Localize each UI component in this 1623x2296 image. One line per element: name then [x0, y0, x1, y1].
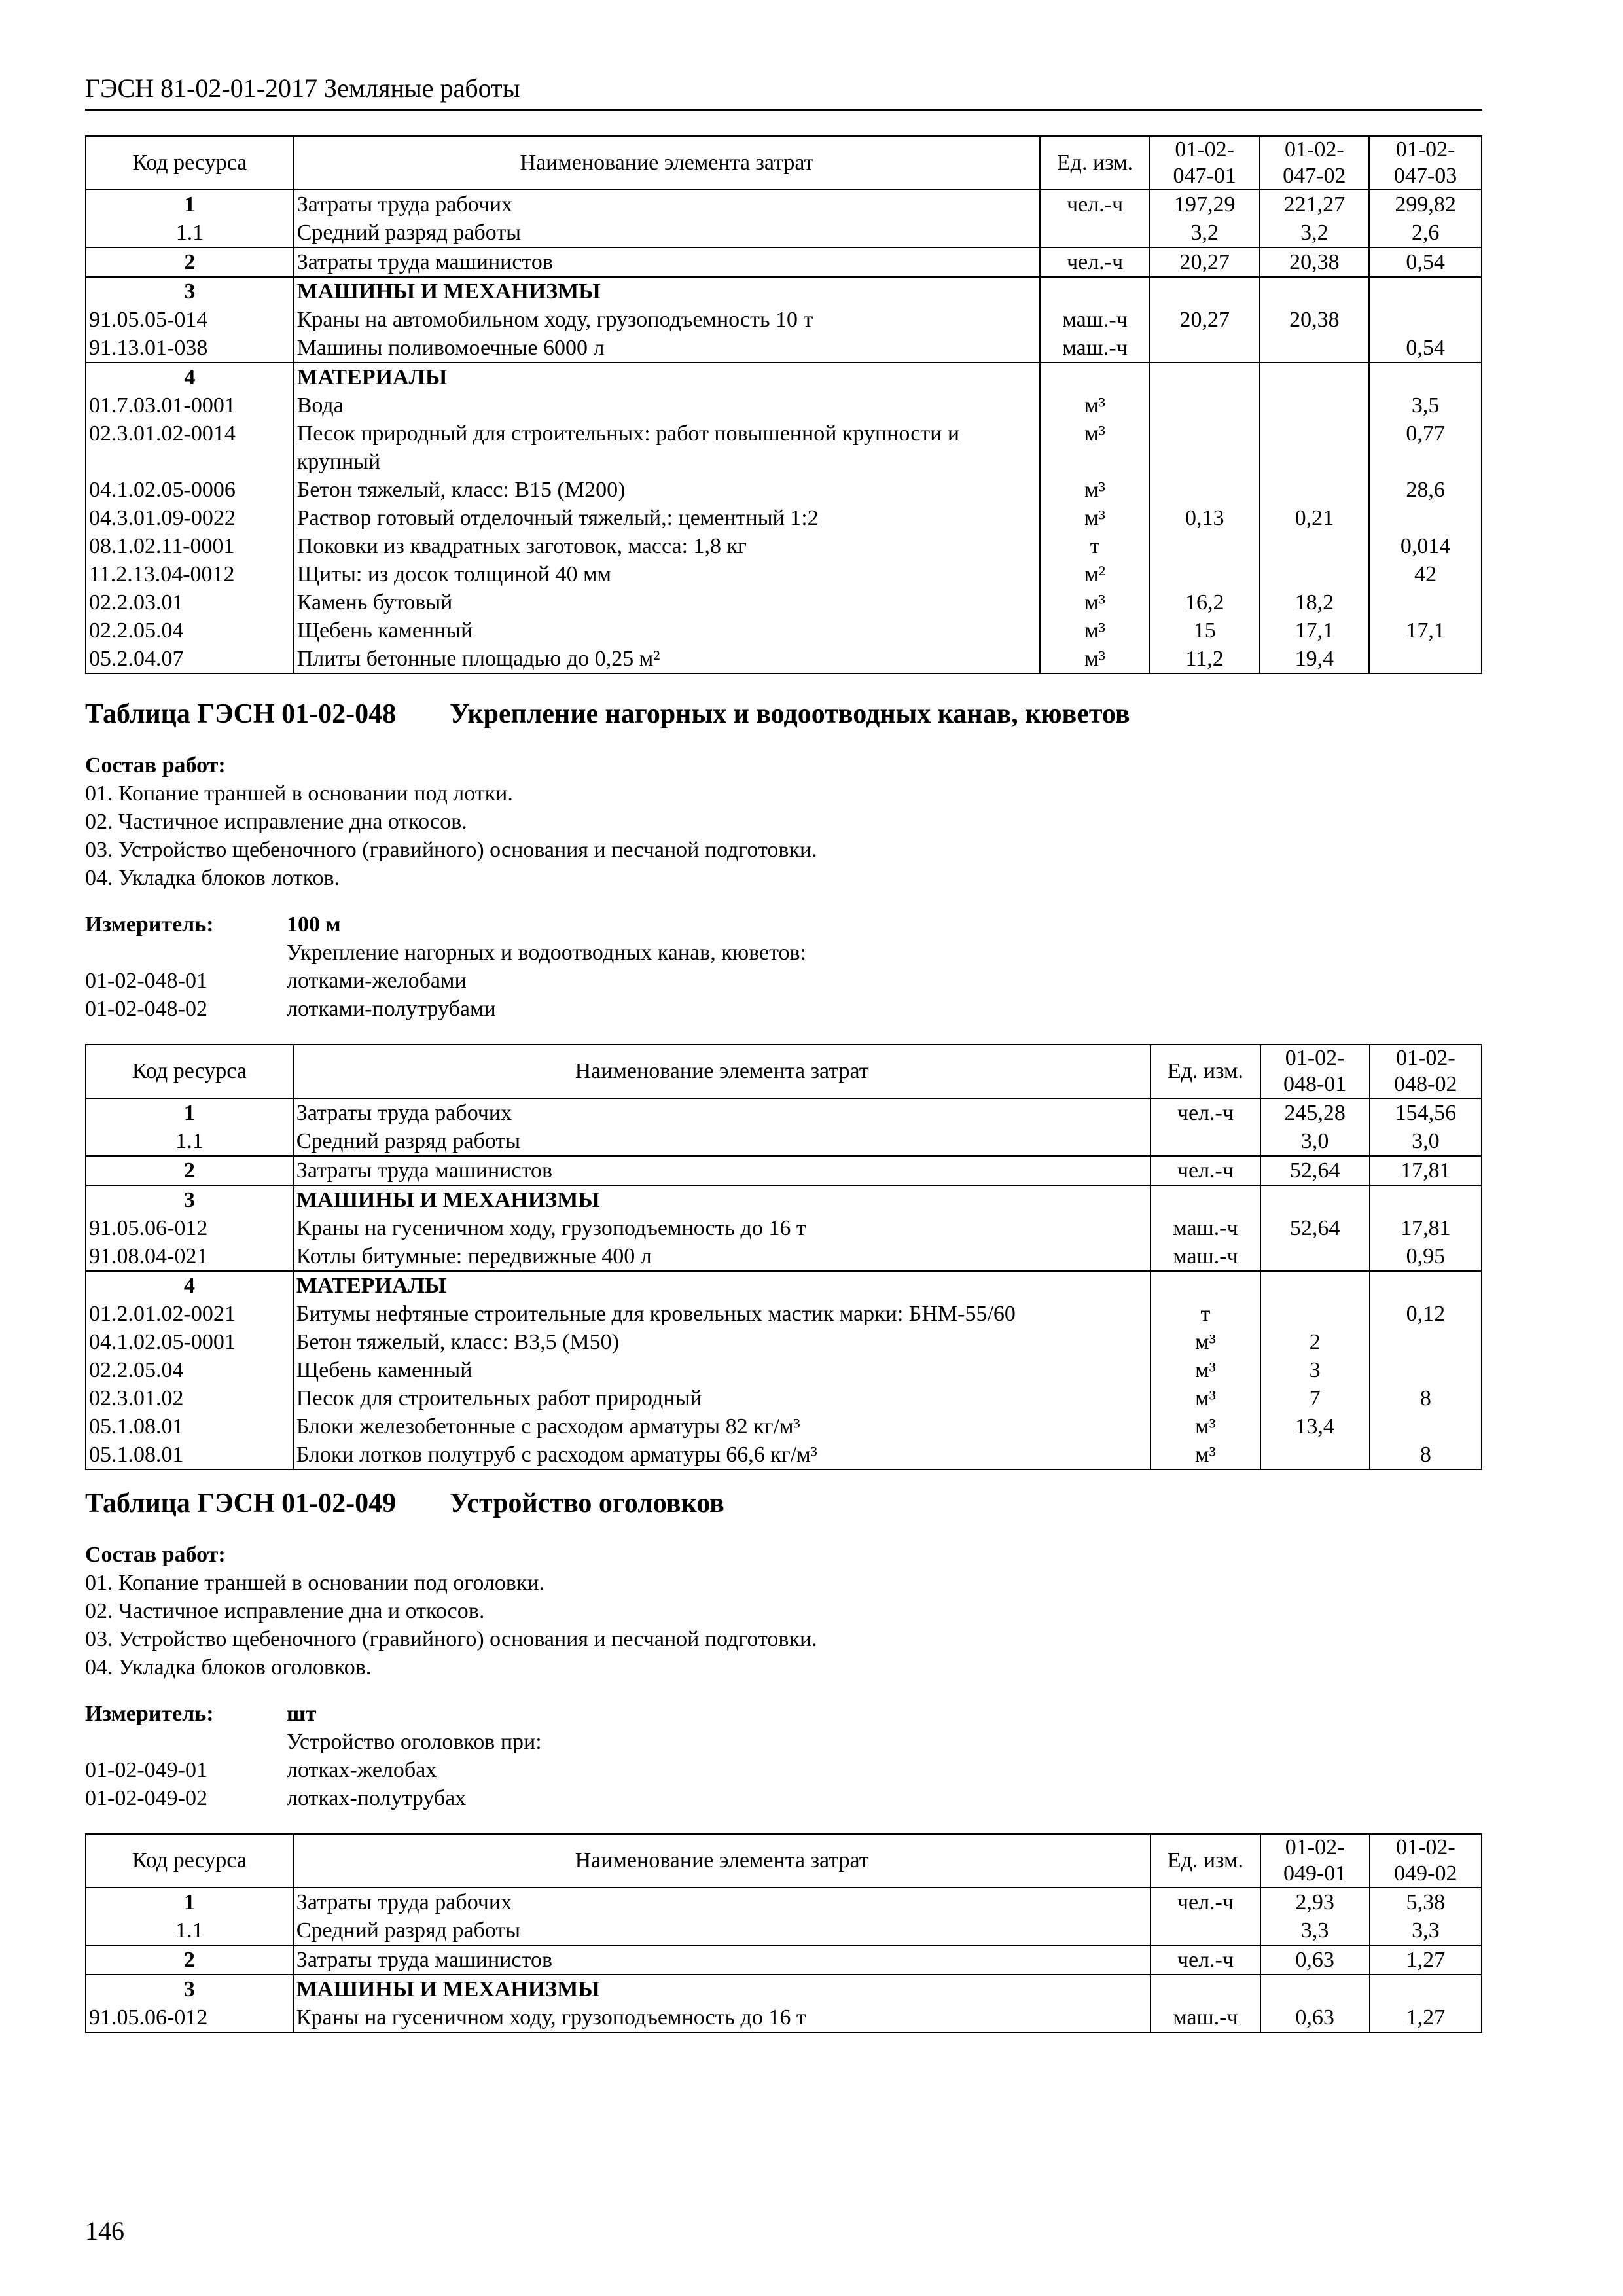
- cell-value-1: 2,93: [1260, 1888, 1370, 1916]
- cell-value-2: 3,2: [1260, 219, 1370, 247]
- page-number: 146: [85, 2216, 124, 2246]
- table-row: [86, 1328, 1482, 1356]
- col-header-resource-2: 01-02- 049-02: [1370, 1834, 1482, 1888]
- cell-value-3: [1369, 588, 1482, 617]
- cell-code: 01.2.01.02-0021: [86, 1300, 293, 1328]
- table-row: [86, 588, 1482, 617]
- cell-value-3: [1369, 306, 1482, 334]
- cell-name: Блоки железобетонные с расходом арматуры 82 кг/м³: [293, 1412, 1151, 1441]
- cell-unit: чел.-ч: [1040, 247, 1150, 277]
- cell-code: 1.1: [86, 219, 294, 247]
- table-047: [85, 135, 1482, 674]
- cell-value-2: 8: [1370, 1441, 1482, 1469]
- cell-code: 02.3.01.02-0014: [86, 420, 294, 476]
- cell-unit: м³: [1040, 420, 1150, 476]
- work-step: 01. Копание траншей в основании под оголовки.: [85, 1571, 545, 1595]
- measure-item-code: 01-02-049-01: [85, 1758, 207, 1782]
- cell-name: МАШИНЫ И МЕХАНИЗМЫ: [294, 277, 1040, 306]
- cell-unit: м³: [1150, 1384, 1260, 1412]
- cell-value-2: 0,95: [1370, 1242, 1482, 1271]
- table-row: [86, 420, 1482, 476]
- cell-value-1: 20,27: [1150, 306, 1260, 334]
- cell-value-1: 0,63: [1260, 1945, 1370, 1975]
- cell-unit: м³: [1150, 1412, 1260, 1441]
- cell-value-2: 20,38: [1260, 247, 1370, 277]
- table-row: [86, 560, 1482, 588]
- cell-value-2: [1260, 476, 1370, 504]
- cell-unit: [1150, 1127, 1260, 1156]
- table-title-048: Таблица ГЭСН 01-02-048 Укрепление нагорных и водоотводных канав, кюветов: [85, 699, 1130, 729]
- table-row: [86, 1242, 1482, 1271]
- cell-code: 02.2.03.01: [86, 588, 294, 617]
- cell-name: МАТЕРИАЛЫ: [293, 1271, 1151, 1300]
- cell-name: Песок для строительных работ природный: [293, 1384, 1151, 1412]
- cell-code: 2: [86, 247, 294, 277]
- cell-unit: чел.-ч: [1150, 1156, 1260, 1185]
- measure-item: [85, 995, 1482, 1023]
- col-header-unit: Ед. изм.: [1150, 1045, 1260, 1098]
- cell-value-1: 0,13: [1150, 504, 1260, 532]
- measure-item-code: 01-02-048-01: [85, 969, 207, 993]
- cell-name: Щебень каменный: [294, 617, 1040, 645]
- cell-name: МАШИНЫ И МЕХАНИЗМЫ: [293, 1185, 1151, 1214]
- table-row: [86, 617, 1482, 645]
- table-row: [86, 1412, 1482, 1441]
- cell-name: Затраты труда машинистов: [293, 1156, 1151, 1185]
- cell-unit: маш.-ч: [1150, 1214, 1260, 1242]
- cell-name: Котлы битумные: передвижные 400 л: [293, 1242, 1151, 1271]
- cell-value-1: 245,28: [1260, 1098, 1370, 1127]
- cell-value-1: 3: [1260, 1356, 1370, 1384]
- table-row: [86, 1271, 1482, 1300]
- cell-unit: маш.-ч: [1150, 2003, 1260, 2032]
- cell-value-3: [1369, 504, 1482, 532]
- cell-value-2: [1260, 363, 1370, 391]
- table-row: [86, 1156, 1482, 1185]
- cell-value-1: [1260, 1975, 1370, 2003]
- cell-name: Затраты труда машинистов: [293, 1945, 1151, 1975]
- cell-code: 02.2.05.04: [86, 617, 294, 645]
- cell-value-1: [1150, 363, 1260, 391]
- cell-value-1: 52,64: [1260, 1214, 1370, 1242]
- cell-value-3: 28,6: [1369, 476, 1482, 504]
- cell-value-2: 17,81: [1370, 1214, 1482, 1242]
- col-header-code: Код ресурса: [86, 1045, 293, 1098]
- cell-value-1: [1260, 1300, 1370, 1328]
- cell-value-3: 299,82: [1369, 190, 1482, 219]
- table-row: [86, 247, 1482, 277]
- table-row: [86, 504, 1482, 532]
- work-composition-049: Состав работ: 01. Копание траншей в основании под оголовки. 02. Частичное исправление дна и откосов. 03. Устройство щебеночного (гравийного) основания и песчаной подготовки. 04. Укладка блоков оголовков.: [85, 1541, 1482, 1681]
- col-header-resource-1: 01-02- 048-01: [1260, 1045, 1370, 1098]
- col-header-unit: Ед. изм.: [1150, 1834, 1260, 1888]
- table-row: [86, 532, 1482, 560]
- cell-name: Щиты: из досок толщиной 40 мм: [294, 560, 1040, 588]
- cell-name: Средний разряд работы: [293, 1127, 1151, 1156]
- cell-unit: [1150, 1916, 1260, 1945]
- col-header-resource-2: 01-02- 047-02: [1260, 136, 1370, 190]
- table-048: [85, 1044, 1482, 1470]
- cell-value-3: 42: [1369, 560, 1482, 588]
- cell-name: Бетон тяжелый, класс: В3,5 (М50): [293, 1328, 1151, 1356]
- cell-value-2: [1370, 1185, 1482, 1214]
- cell-value-1: 11,2: [1150, 645, 1260, 673]
- cell-unit: [1040, 363, 1150, 391]
- cell-code: 91.05.06-012: [86, 1214, 293, 1242]
- cell-unit: [1150, 1271, 1260, 1300]
- col-header-unit: Ед. изм.: [1040, 136, 1150, 190]
- table-row: [86, 1916, 1482, 1945]
- table-row: [86, 1356, 1482, 1384]
- cell-code: 91.05.05-014: [86, 306, 294, 334]
- cell-value-2: 221,27: [1260, 190, 1370, 219]
- cell-code: 3: [86, 1185, 293, 1214]
- cell-code: 04.3.01.09-0022: [86, 504, 294, 532]
- table-row: [86, 219, 1482, 247]
- work-step: 02. Частичное исправление дна откосов.: [85, 810, 467, 834]
- cell-value-1: [1150, 420, 1260, 476]
- cell-code: 05.2.04.07: [86, 645, 294, 673]
- table-title-049: Таблица ГЭСН 01-02-049 Устройство оголовков: [85, 1488, 724, 1518]
- cell-code: 2: [86, 1945, 293, 1975]
- cell-value-2: 0,21: [1260, 504, 1370, 532]
- cell-code: 01.7.03.01-0001: [86, 391, 294, 420]
- cell-name: Плиты бетонные площадью до 0,25 м²: [294, 645, 1040, 673]
- cell-code: 05.1.08.01: [86, 1412, 293, 1441]
- table-row: [86, 391, 1482, 420]
- cell-unit: [1150, 1185, 1260, 1214]
- table-row: [86, 1185, 1482, 1214]
- cell-code: 02.3.01.02: [86, 1384, 293, 1412]
- cell-unit: маш.-ч: [1040, 334, 1150, 363]
- page-header: ГЭСН 81-02-01-2017 Земляные работы: [85, 72, 1482, 111]
- cell-value-2: [1370, 1271, 1482, 1300]
- cell-unit: маш.-ч: [1040, 306, 1150, 334]
- table-row: [86, 1214, 1482, 1242]
- cell-value-2: [1370, 1328, 1482, 1356]
- cell-value-1: [1260, 1271, 1370, 1300]
- cell-value-1: 197,29: [1150, 190, 1260, 219]
- cell-value-1: 0,63: [1260, 2003, 1370, 2032]
- measure-item-label: лотками-желобами: [287, 969, 467, 993]
- cell-code: 04.1.02.05-0001: [86, 1328, 293, 1356]
- cell-code: 4: [86, 363, 294, 391]
- measure-item: [85, 1756, 1482, 1784]
- cell-name: Щебень каменный: [293, 1356, 1151, 1384]
- cell-name: Затраты труда рабочих: [294, 190, 1040, 219]
- cell-name: Краны на автомобильном ходу, грузоподъемность 10 т: [294, 306, 1040, 334]
- cell-value-2: [1370, 1412, 1482, 1441]
- cell-code: 91.08.04-021: [86, 1242, 293, 1271]
- col-header-resource-2: 01-02- 048-02: [1370, 1045, 1482, 1098]
- table-row: [86, 1888, 1482, 1916]
- cell-value-1: 7: [1260, 1384, 1370, 1412]
- cell-name: Блоки лотков полутруб с расходом арматуры 66,6 кг/м³: [293, 1441, 1151, 1469]
- col-header-resource-1: 01-02- 047-01: [1150, 136, 1260, 190]
- table-row: [86, 1384, 1482, 1412]
- table-row: [86, 1300, 1482, 1328]
- work-step: 03. Устройство щебеночного (гравийного) основания и песчаной подготовки.: [85, 838, 817, 862]
- cell-value-3: 0,54: [1369, 247, 1482, 277]
- cell-name: Поковки из квадратных заготовок, масса: 1,8 кг: [294, 532, 1040, 560]
- cell-value-1: 3,3: [1260, 1916, 1370, 1945]
- col-header-code: Код ресурса: [86, 136, 294, 190]
- table-header-row: [86, 1045, 1482, 1098]
- cell-value-2: [1370, 1975, 1482, 2003]
- work-step: 02. Частичное исправление дна и откосов.: [85, 1599, 485, 1623]
- cell-name: Краны на гусеничном ходу, грузоподъемность до 16 т: [293, 2003, 1151, 2032]
- cell-value-1: [1150, 560, 1260, 588]
- cell-value-1: 20,27: [1150, 247, 1260, 277]
- cell-code: 1.1: [86, 1916, 293, 1945]
- work-step: 04. Укладка блоков лотков.: [85, 866, 340, 890]
- cell-value-2: 1,27: [1370, 2003, 1482, 2032]
- measure-item-code: 01-02-048-02: [85, 997, 207, 1021]
- cell-code: 1: [86, 1888, 293, 1916]
- cell-value-3: 0,54: [1369, 334, 1482, 363]
- cell-value-3: 2,6: [1369, 219, 1482, 247]
- measure-item-code: 01-02-049-02: [85, 1786, 207, 1810]
- cell-code: 1.1: [86, 1127, 293, 1156]
- cell-value-2: 19,4: [1260, 645, 1370, 673]
- table-row: [86, 1098, 1482, 1127]
- table-row: [86, 277, 1482, 306]
- cell-name: Битумы нефтяные строительные для кровельных мастик марки: БНМ-55/60: [293, 1300, 1151, 1328]
- cell-unit: [1150, 1975, 1260, 2003]
- table-row: [86, 1441, 1482, 1469]
- cell-value-2: 3,0: [1370, 1127, 1482, 1156]
- cell-code: 91.05.06-012: [86, 2003, 293, 2032]
- cell-code: 2: [86, 1156, 293, 1185]
- cell-name: Средний разряд работы: [293, 1916, 1151, 1945]
- cell-name: Песок природный для строительных: работ повышенной крупности и крупный: [294, 420, 1040, 476]
- cell-name: Затраты труда машинистов: [294, 247, 1040, 277]
- cell-unit: м³: [1150, 1356, 1260, 1384]
- cell-value-3: 0,014: [1369, 532, 1482, 560]
- cell-unit: чел.-ч: [1040, 190, 1150, 219]
- cell-value-2: 20,38: [1260, 306, 1370, 334]
- cell-value-1: 13,4: [1260, 1412, 1370, 1441]
- cell-value-2: [1260, 532, 1370, 560]
- table-row: [86, 645, 1482, 673]
- measure-item: [85, 967, 1482, 995]
- cell-value-2: [1260, 277, 1370, 306]
- cell-unit: м³: [1040, 504, 1150, 532]
- cell-value-2: 5,38: [1370, 1888, 1482, 1916]
- measure-block-049: Измеритель: шт Устройство оголовков при: 01-02-049-01 лотках-желобах 01-02-049-02 лотках-полутрубах: [85, 1700, 1482, 1812]
- cell-unit: [1040, 277, 1150, 306]
- cell-value-1: [1150, 334, 1260, 363]
- cell-unit: м³: [1040, 476, 1150, 504]
- table-row: [86, 476, 1482, 504]
- cell-unit: чел.-ч: [1150, 1098, 1260, 1127]
- cell-unit: м²: [1040, 560, 1150, 588]
- cell-name: Раствор готовый отделочный тяжелый,: цементный 1:2: [294, 504, 1040, 532]
- col-header-resource-3: 01-02- 047-03: [1369, 136, 1482, 190]
- cell-value-2: 17,81: [1370, 1156, 1482, 1185]
- cell-code: 91.13.01-038: [86, 334, 294, 363]
- cell-value-2: [1260, 420, 1370, 476]
- cell-unit: м³: [1150, 1328, 1260, 1356]
- cell-value-1: 2: [1260, 1328, 1370, 1356]
- cell-value-3: 17,1: [1369, 617, 1482, 645]
- cell-unit: чел.-ч: [1150, 1945, 1260, 1975]
- col-header-name: Наименование элемента затрат: [294, 136, 1040, 190]
- cell-value-3: [1369, 363, 1482, 391]
- cell-name: Средний разряд работы: [294, 219, 1040, 247]
- cell-unit: м³: [1040, 588, 1150, 617]
- table-row: [86, 190, 1482, 219]
- cell-value-2: [1260, 560, 1370, 588]
- cell-name: Краны на гусеничном ходу, грузоподъемность до 16 т: [293, 1214, 1151, 1242]
- cell-name: Затраты труда рабочих: [293, 1888, 1151, 1916]
- cell-name: Бетон тяжелый, класс: В15 (М200): [294, 476, 1040, 504]
- cell-value-1: 3,2: [1150, 219, 1260, 247]
- work-step: 04. Укладка блоков оголовков.: [85, 1655, 372, 1679]
- cell-value-2: [1370, 1356, 1482, 1384]
- table-row: [86, 1127, 1482, 1156]
- cell-value-1: [1150, 532, 1260, 560]
- cell-value-2: [1260, 391, 1370, 420]
- cell-value-2: 0,12: [1370, 1300, 1482, 1328]
- cell-name: Машины поливомоечные 6000 л: [294, 334, 1040, 363]
- table-049: [85, 1833, 1482, 2033]
- cell-value-2: 1,27: [1370, 1945, 1482, 1975]
- cell-name: Затраты труда рабочих: [293, 1098, 1151, 1127]
- cell-unit: м³: [1040, 617, 1150, 645]
- cell-value-1: [1150, 476, 1260, 504]
- cell-value-3: 0,77: [1369, 420, 1482, 476]
- cell-name: МАШИНЫ И МЕХАНИЗМЫ: [293, 1975, 1151, 2003]
- table-row: [86, 1945, 1482, 1975]
- cell-code: 05.1.08.01: [86, 1441, 293, 1469]
- cell-code: 1: [86, 1098, 293, 1127]
- cell-code: 3: [86, 277, 294, 306]
- cell-code: 1: [86, 190, 294, 219]
- measure-block-048: Измеритель: 100 м Укрепление нагорных и водоотводных канав, кюветов: 01-02-048-01 лотками-желобами 01-02-048-02 лотками-полутрубами: [85, 910, 1482, 1023]
- cell-unit: [1040, 219, 1150, 247]
- col-header-name: Наименование элемента затрат: [293, 1045, 1151, 1098]
- cell-value-1: 3,0: [1260, 1127, 1370, 1156]
- cell-value-1: 16,2: [1150, 588, 1260, 617]
- table-header-row: [86, 1834, 1482, 1888]
- work-step: 01. Копание траншей в основании под лотки.: [85, 781, 513, 806]
- cell-code: 11.2.13.04-0012: [86, 560, 294, 588]
- cell-unit: т: [1040, 532, 1150, 560]
- cell-value-3: [1369, 645, 1482, 673]
- cell-code: 02.2.05.04: [86, 1356, 293, 1384]
- cell-value-1: 52,64: [1260, 1156, 1370, 1185]
- cell-value-2: 18,2: [1260, 588, 1370, 617]
- work-composition-048: Состав работ: 01. Копание траншей в основании под лотки. 02. Частичное исправление дна откосов. 03. Устройство щебеночного (гравийного) основания и песчаной подготовки. 04. Укладка блоков лотков.: [85, 751, 1482, 892]
- work-step: 03. Устройство щебеночного (гравийного) основания и песчаной подготовки.: [85, 1627, 817, 1651]
- measure-item-label: лотками-полутрубами: [287, 997, 496, 1021]
- table-row: [86, 306, 1482, 334]
- cell-value-2: 154,56: [1370, 1098, 1482, 1127]
- cell-unit: маш.-ч: [1150, 1242, 1260, 1271]
- measure-item: [85, 1784, 1482, 1812]
- cell-code: 04.1.02.05-0006: [86, 476, 294, 504]
- cell-code: 4: [86, 1271, 293, 1300]
- col-header-name: Наименование элемента затрат: [293, 1834, 1151, 1888]
- cell-unit: т: [1150, 1300, 1260, 1328]
- measure-item-label: лотках-желобах: [287, 1758, 437, 1782]
- table-row: [86, 1975, 1482, 2003]
- cell-value-1: [1260, 1242, 1370, 1271]
- col-header-resource-1: 01-02- 049-01: [1260, 1834, 1370, 1888]
- cell-value-2: 17,1: [1260, 617, 1370, 645]
- cell-value-2: 3,3: [1370, 1916, 1482, 1945]
- cell-value-2: 8: [1370, 1384, 1482, 1412]
- cell-value-1: [1150, 277, 1260, 306]
- cell-name: Вода: [294, 391, 1040, 420]
- cell-code: 3: [86, 1975, 293, 2003]
- table-row: [86, 363, 1482, 391]
- cell-value-1: [1260, 1185, 1370, 1214]
- table-header-row: [86, 136, 1482, 190]
- cell-value-1: 15: [1150, 617, 1260, 645]
- cell-unit: м³: [1040, 645, 1150, 673]
- cell-unit: м³: [1040, 391, 1150, 420]
- cell-value-2: [1260, 334, 1370, 363]
- cell-value-1: [1260, 1441, 1370, 1469]
- cell-name: Камень бутовый: [294, 588, 1040, 617]
- cell-value-3: [1369, 277, 1482, 306]
- col-header-code: Код ресурса: [86, 1834, 293, 1888]
- table-row: [86, 334, 1482, 363]
- cell-unit: чел.-ч: [1150, 1888, 1260, 1916]
- cell-value-3: 3,5: [1369, 391, 1482, 420]
- cell-value-1: [1150, 391, 1260, 420]
- table-row: [86, 2003, 1482, 2032]
- cell-unit: м³: [1150, 1441, 1260, 1469]
- measure-item-label: лотках-полутрубах: [287, 1786, 467, 1810]
- cell-name: МАТЕРИАЛЫ: [294, 363, 1040, 391]
- cell-code: 08.1.02.11-0001: [86, 532, 294, 560]
